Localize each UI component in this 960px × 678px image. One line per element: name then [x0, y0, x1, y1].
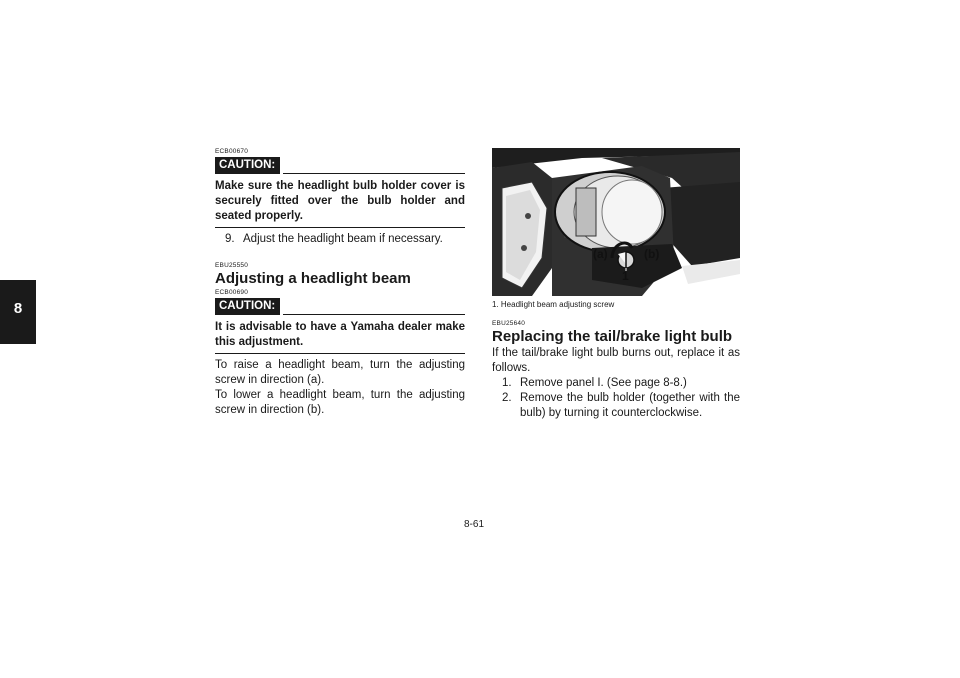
headlight-photo [492, 148, 740, 296]
caution2-code: ECB00690 [215, 289, 249, 296]
step-1 [492, 376, 740, 391]
caution1-rule [283, 173, 465, 174]
section2-title: Replacing the tail/brake light bulb [492, 328, 733, 345]
step-2-text: Remove the bulb holder (together with the bulb) by turning it counterclockwise. [520, 392, 740, 419]
chapter-tab [0, 280, 36, 344]
page-number: 8-61 [464, 519, 485, 530]
step-1-number: 1. [502, 377, 512, 389]
left-column [215, 148, 465, 418]
section1-code: EBU25550 [215, 262, 249, 269]
direction-b-label: (b) [644, 247, 660, 261]
caution1-text: Make sure the headlight bulb holder cover is securely fitted over the bulb holder and seated properly. [215, 179, 465, 228]
step-9-number: 9. [225, 233, 235, 245]
caution2-label: CAUTION: [215, 298, 280, 315]
step-2 [492, 391, 740, 421]
step-9-text: Adjust the headlight beam if necessary. [243, 233, 443, 245]
caution2-text: It is advisable to have a Yamaha dealer make this adjustment. [215, 320, 465, 354]
section2-intro: If the tail/brake light bulb burns out, replace it as follows. [492, 347, 740, 374]
right-column [492, 320, 740, 421]
caution1-label: CAUTION: [215, 157, 280, 174]
figure-caption: 1. Headlight beam adjusting screw [492, 300, 615, 309]
headlight-illustration [492, 148, 740, 296]
section2-code: EBU25640 [492, 320, 526, 327]
callout-1-label: 1 [622, 269, 629, 283]
chapter-tab-label: 8 [13, 300, 23, 317]
step-1-text: Remove panel I. (See page 8-8.) [520, 377, 687, 389]
section1-title: Adjusting a headlight beam [215, 270, 411, 287]
step-9 [215, 232, 465, 247]
caution1-header [215, 157, 465, 174]
para-lower-beam: To lower a headlight beam, turn the adjusting screw in direction (b). [215, 389, 465, 416]
direction-a-label: (a) [593, 247, 608, 261]
para-raise-beam: To raise a headlight beam, turn the adjusting screw in direction (a). [215, 359, 465, 386]
caution2-rule [283, 314, 465, 315]
caution2-header [215, 298, 465, 315]
caution1-code: ECB00670 [215, 148, 249, 155]
step-2-number: 2. [502, 392, 512, 404]
